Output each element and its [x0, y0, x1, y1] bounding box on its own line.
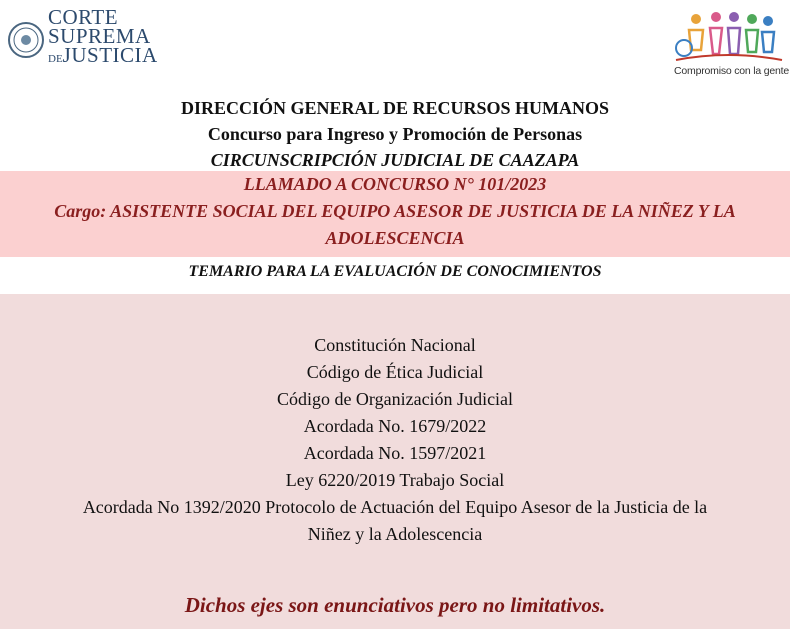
topic-item: Acordada No. 1597/2021 [303, 443, 487, 463]
call-box [0, 171, 790, 257]
seal-icon [6, 6, 46, 74]
position-line-2: ADOLESCENCIA [325, 228, 465, 248]
topic-item: Código de Ética Judicial [306, 362, 484, 382]
topic-item: Niñez y la Adolescencia [307, 524, 483, 544]
page-header [0, 0, 790, 90]
topics-box [0, 294, 790, 629]
topic-item: Ley 6220/2019 Trabajo Social [285, 470, 505, 490]
position-line-1: Cargo: ASISTENTE SOCIAL DEL EQUIPO ASESOR DE JUSTICIA DE LA NIÑEZ Y LA [54, 201, 736, 221]
document-titles [0, 95, 790, 173]
topic-item: Código de Organización Judicial [276, 389, 514, 409]
call-number: LLAMADO A CONCURSO N° 101/2023 [243, 174, 547, 194]
logo-line-de: DE [48, 53, 63, 65]
logo-caption: Compromiso con la gente [674, 65, 790, 77]
corte-suprema-logo [6, 4, 158, 76]
topic-item: Constitución Nacional [314, 335, 476, 355]
logo-line-justicia: JUSTICIA [62, 43, 158, 67]
topic-item: Acordada No 1392/2020 Protocolo de Actuación del Equipo Asesor de la Justicia de la [82, 497, 708, 517]
logo-line-corte: CORTE [48, 5, 119, 29]
logo-line-suprema: SUPREMA [48, 24, 151, 48]
title-circunscripcion: CIRCUNSCRIPCIÓN JUDICIAL DE CAAZAPA [210, 150, 580, 170]
topics-list [0, 332, 790, 548]
temario-title: TEMARIO PARA LA EVALUACIÓN DE CONOCIMIENTOS [188, 263, 602, 280]
people-icon [672, 10, 784, 64]
title-concurso: Concurso para Ingreso y Promoción de Personas [207, 124, 583, 144]
title-direccion: DIRECCIÓN GENERAL DE RECURSOS HUMANOS [180, 98, 610, 118]
compromiso-logo [672, 10, 790, 85]
topic-item: Acordada No. 1679/2022 [303, 416, 487, 436]
disclaimer-note: Dichos ejes son enunciativos pero no limitativos. [184, 593, 606, 617]
